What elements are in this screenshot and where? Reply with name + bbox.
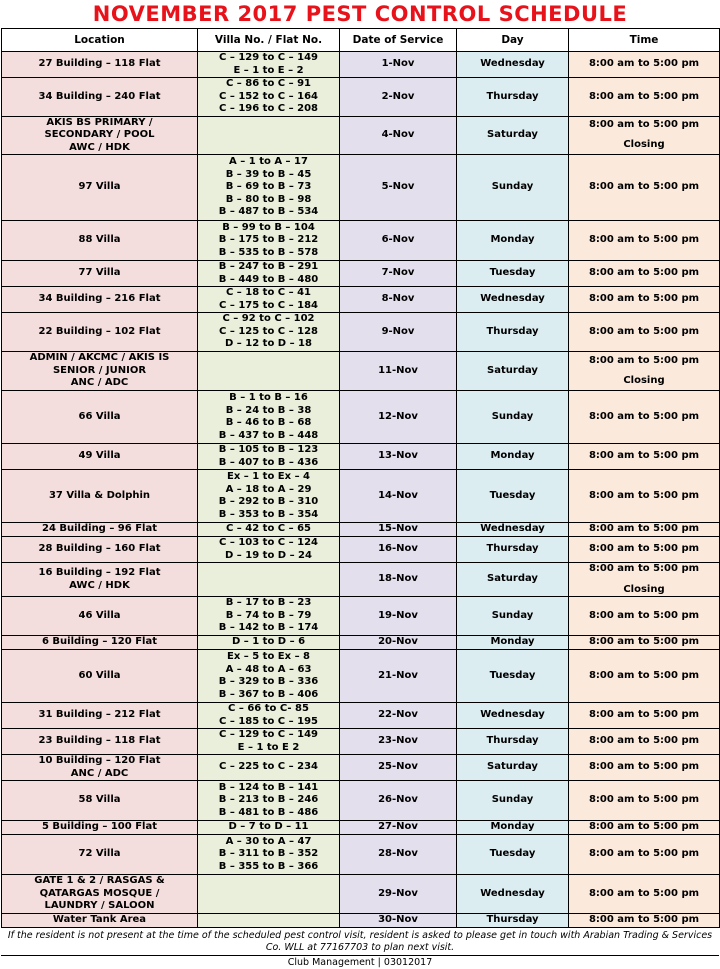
location-line: ANC / ADC xyxy=(70,767,129,779)
time-cell xyxy=(569,444,720,470)
day-cell: Thursday xyxy=(457,729,569,755)
location-line: ADMIN / AKCMC / AKIS IS xyxy=(29,352,170,364)
location-line: 34 Building – 216 Flat xyxy=(38,293,161,305)
location-line: 60 Villa xyxy=(78,669,121,681)
schedule-body xyxy=(2,52,720,928)
table-row xyxy=(2,470,720,523)
time-cell xyxy=(569,755,720,781)
schedule-table xyxy=(1,28,720,928)
time-range: 8:00 am to 5:00 pm xyxy=(588,669,700,681)
villa-cell xyxy=(198,78,340,117)
location-cell xyxy=(2,563,198,597)
day-cell: Monday xyxy=(457,444,569,470)
date-cell: 20-Nov xyxy=(340,636,457,650)
location-cell xyxy=(2,287,198,313)
time-cell xyxy=(569,875,720,914)
location-cell xyxy=(2,470,198,523)
time-range: 8:00 am to 5:00 pm xyxy=(588,563,700,574)
date-cell: 2-Nov xyxy=(340,78,457,117)
day-cell: Sunday xyxy=(457,391,569,444)
time-range: 8:00 am to 5:00 pm xyxy=(588,118,700,130)
date-cell: 19-Nov xyxy=(340,597,457,636)
day-cell: Thursday xyxy=(457,914,569,928)
villa-range: B – 142 to B – 174 xyxy=(218,622,319,634)
table-row xyxy=(2,597,720,636)
date-cell: 30-Nov xyxy=(340,914,457,928)
location-cell xyxy=(2,78,198,117)
day-cell: Wednesday xyxy=(457,523,569,537)
location-line: AKIS BS PRIMARY / xyxy=(46,116,153,128)
table-row xyxy=(2,781,720,821)
location-line: 49 Villa xyxy=(78,450,121,462)
day-cell: Monday xyxy=(457,221,569,261)
day-cell: Tuesday xyxy=(457,835,569,875)
time-range: 8:00 am to 5:00 pm xyxy=(588,489,700,501)
villa-range: B – 407 to B – 436 xyxy=(218,456,319,468)
villa-cell xyxy=(198,914,340,928)
villa-cell xyxy=(198,391,340,444)
villa-range: B – 99 to B – 104 xyxy=(222,221,315,233)
day-cell: Saturday xyxy=(457,755,569,781)
header-villa: Villa No. / Flat No. xyxy=(198,29,340,52)
villa-range: B – 74 to B – 79 xyxy=(225,609,312,621)
villa-range: Ex – 1 to Ex – 4 xyxy=(226,471,311,482)
villa-range: C – 225 to C – 234 xyxy=(219,761,318,773)
location-line: 24 Building – 96 Flat xyxy=(41,523,157,535)
day-cell: Tuesday xyxy=(457,650,569,703)
villa-range: B – 175 to B – 212 xyxy=(218,234,319,246)
villa-range: B – 17 to B – 23 xyxy=(225,597,312,609)
day-cell: Thursday xyxy=(457,313,569,352)
villa-range: B – 105 to B – 123 xyxy=(218,444,319,455)
table-row xyxy=(2,352,720,391)
time-range: 8:00 am to 5:00 pm xyxy=(588,709,700,721)
villa-range: A – 1 to A – 17 xyxy=(229,156,308,168)
location-line: 34 Building – 240 Flat xyxy=(38,90,161,102)
time-cell xyxy=(569,636,720,650)
date-cell: 22-Nov xyxy=(340,703,457,729)
table-row xyxy=(2,116,720,155)
location-line: 77 Villa xyxy=(78,267,121,279)
villa-cell xyxy=(198,261,340,287)
date-cell: 26-Nov xyxy=(340,781,457,821)
table-row xyxy=(2,78,720,117)
time-cell xyxy=(569,52,720,78)
villa-range: B – 292 to B – 310 xyxy=(218,496,319,507)
time-range: 8:00 am to 5:00 pm xyxy=(588,58,700,70)
header-location: Location xyxy=(2,29,198,52)
time-cell xyxy=(569,781,720,821)
time-cell xyxy=(569,155,720,221)
table-row xyxy=(2,914,720,928)
villa-range: B – 535 to B – 578 xyxy=(218,246,319,258)
villa-cell xyxy=(198,597,340,636)
time-cell xyxy=(569,470,720,523)
day-cell: Sunday xyxy=(457,781,569,821)
table-row xyxy=(2,729,720,755)
location-line: 46 Villa xyxy=(78,609,121,621)
date-cell: 23-Nov xyxy=(340,729,457,755)
time-range: 8:00 am to 5:00 pm xyxy=(588,293,700,305)
villa-cell xyxy=(198,287,340,313)
villa-range: B – 449 to B – 480 xyxy=(218,273,319,285)
villa-range: C – 66 to C- 85 xyxy=(228,703,309,714)
villa-range: B – 481 to B – 486 xyxy=(218,806,319,818)
time-range: 8:00 am to 5:00 pm xyxy=(588,325,700,337)
date-cell: 29-Nov xyxy=(340,875,457,914)
location-line: 22 Building – 102 Flat xyxy=(38,325,161,337)
time-range: 8:00 am to 5:00 pm xyxy=(588,354,700,366)
villa-range: B – 355 to B – 366 xyxy=(218,860,319,872)
page-title: NOVEMBER 2017 PEST CONTROL SCHEDULE xyxy=(92,2,628,26)
location-line: SENIOR / JUNIOR xyxy=(52,364,147,376)
time-range: 8:00 am to 5:00 pm xyxy=(588,609,700,621)
day-cell: Monday xyxy=(457,821,569,835)
villa-range: C – 18 to C – 41 xyxy=(225,287,312,298)
time-cell xyxy=(569,835,720,875)
closing-label: Closing xyxy=(623,139,665,151)
time-range: 8:00 am to 5:00 pm xyxy=(588,761,700,773)
villa-range: B – 367 to B – 406 xyxy=(218,688,319,700)
location-line: 58 Villa xyxy=(78,794,121,806)
day-cell: Thursday xyxy=(457,78,569,117)
time-range: 8:00 am to 5:00 pm xyxy=(588,267,700,279)
date-cell: 1-Nov xyxy=(340,52,457,78)
location-cell xyxy=(2,155,198,221)
villa-cell xyxy=(198,221,340,261)
time-cell xyxy=(569,391,720,444)
location-line: ANC / ADC xyxy=(70,377,129,389)
location-cell xyxy=(2,391,198,444)
time-cell xyxy=(569,352,720,391)
location-line: GATE 1 & 2 / RASGAS & xyxy=(34,875,165,887)
villa-cell xyxy=(198,636,340,650)
villa-cell xyxy=(198,155,340,221)
table-row xyxy=(2,261,720,287)
time-cell xyxy=(569,729,720,755)
villa-range: B – 69 to B – 73 xyxy=(225,181,312,193)
time-cell xyxy=(569,287,720,313)
location-line: 27 Building – 118 Flat xyxy=(38,58,161,70)
villa-cell xyxy=(198,729,340,755)
time-range: 8:00 am to 5:00 pm xyxy=(588,794,700,806)
villa-range: A – 18 to A – 29 xyxy=(225,483,312,495)
time-range: 8:00 am to 5:00 pm xyxy=(588,90,700,102)
day-cell: Saturday xyxy=(457,116,569,155)
location-cell xyxy=(2,352,198,391)
location-line: 6 Building – 120 Flat xyxy=(41,636,157,648)
date-cell: 21-Nov xyxy=(340,650,457,703)
date-cell: 4-Nov xyxy=(340,116,457,155)
time-cell xyxy=(569,261,720,287)
location-cell xyxy=(2,835,198,875)
day-cell: Tuesday xyxy=(457,261,569,287)
villa-range: B – 311 to B – 352 xyxy=(218,848,319,860)
day-cell: Wednesday xyxy=(457,287,569,313)
time-range: 8:00 am to 5:00 pm xyxy=(588,450,700,462)
time-range: 8:00 am to 5:00 pm xyxy=(588,821,700,833)
table-row xyxy=(2,52,720,78)
day-cell: Sunday xyxy=(457,155,569,221)
villa-range: E – 1 to E 2 xyxy=(237,741,300,753)
date-cell: 5-Nov xyxy=(340,155,457,221)
time-cell xyxy=(569,78,720,117)
table-row xyxy=(2,523,720,537)
location-line: 72 Villa xyxy=(78,848,121,860)
header-date: Date of Service xyxy=(340,29,457,52)
villa-range: D – 19 to D – 24 xyxy=(225,549,312,561)
closing-label: Closing xyxy=(623,375,665,386)
villa-cell xyxy=(198,650,340,703)
day-cell: Thursday xyxy=(457,537,569,563)
location-cell xyxy=(2,444,198,470)
villa-cell xyxy=(198,444,340,470)
villa-cell xyxy=(198,470,340,523)
villa-cell xyxy=(198,875,340,914)
day-cell: Saturday xyxy=(457,352,569,391)
villa-range: C – 86 to C – 91 xyxy=(225,78,312,89)
table-row xyxy=(2,703,720,729)
time-cell xyxy=(569,313,720,352)
villa-cell xyxy=(198,352,340,391)
location-line: QATARGAS MOSQUE / xyxy=(39,887,160,899)
villa-cell xyxy=(198,523,340,537)
header-time: Time xyxy=(569,29,720,52)
villa-range: C – 196 to C – 208 xyxy=(219,103,318,114)
time-range: 8:00 am to 5:00 pm xyxy=(588,636,700,648)
villa-range: B – 124 to B – 141 xyxy=(218,781,319,793)
date-cell: 27-Nov xyxy=(340,821,457,835)
location-line: AWC / HDK xyxy=(69,141,130,153)
villa-range: B – 487 to B – 534 xyxy=(218,206,319,218)
location-cell xyxy=(2,914,198,928)
table-row xyxy=(2,287,720,313)
villa-range: B – 353 to B – 354 xyxy=(218,508,319,520)
location-line: 31 Building – 212 Flat xyxy=(38,709,161,721)
location-cell xyxy=(2,597,198,636)
date-cell: 7-Nov xyxy=(340,261,457,287)
location-cell xyxy=(2,650,198,703)
date-cell: 18-Nov xyxy=(340,563,457,597)
location-cell xyxy=(2,729,198,755)
day-cell: Saturday xyxy=(457,563,569,597)
villa-range: A – 48 to A – 63 xyxy=(225,663,312,675)
villa-range: C – 129 to C – 149 xyxy=(219,52,318,63)
location-line: 23 Building – 118 Flat xyxy=(38,735,161,747)
time-cell xyxy=(569,537,720,563)
day-cell: Tuesday xyxy=(457,470,569,523)
villa-range: B – 1 to B – 16 xyxy=(229,392,308,403)
date-cell: 15-Nov xyxy=(340,523,457,537)
date-cell: 13-Nov xyxy=(340,444,457,470)
location-line: 37 Villa & Dolphin xyxy=(48,489,151,501)
location-cell xyxy=(2,636,198,650)
day-cell: Wednesday xyxy=(457,875,569,914)
table-row xyxy=(2,391,720,444)
time-cell xyxy=(569,703,720,729)
date-cell: 11-Nov xyxy=(340,352,457,391)
villa-range: C – 103 to C – 124 xyxy=(219,537,318,548)
villa-range: A – 30 to A – 47 xyxy=(225,835,312,847)
villa-range: B – 46 to B – 68 xyxy=(225,417,312,428)
header-row xyxy=(2,29,720,52)
table-row xyxy=(2,563,720,597)
location-cell xyxy=(2,52,198,78)
villa-range: B – 247 to B – 291 xyxy=(218,261,319,272)
date-cell: 16-Nov xyxy=(340,537,457,563)
villa-range: B – 80 to B – 98 xyxy=(225,193,312,205)
villa-range: C – 125 to C – 128 xyxy=(219,325,318,337)
location-line: LAUNDRY / SALOON xyxy=(44,900,155,912)
location-cell xyxy=(2,755,198,781)
time-cell xyxy=(569,821,720,835)
villa-range: C – 92 to C – 102 xyxy=(222,313,315,325)
table-row xyxy=(2,636,720,650)
time-range: 8:00 am to 5:00 pm xyxy=(588,543,700,555)
date-cell: 9-Nov xyxy=(340,313,457,352)
time-range: 8:00 am to 5:00 pm xyxy=(588,234,700,246)
villa-range: B – 213 to B – 246 xyxy=(218,794,319,806)
location-line: SECONDARY / POOL xyxy=(44,129,155,140)
location-cell xyxy=(2,261,198,287)
time-range: 8:00 am to 5:00 pm xyxy=(588,735,700,747)
time-cell xyxy=(569,650,720,703)
location-cell xyxy=(2,821,198,835)
table-row xyxy=(2,755,720,781)
location-line: 5 Building – 100 Flat xyxy=(41,821,157,833)
day-cell: Wednesday xyxy=(457,703,569,729)
date-cell: 8-Nov xyxy=(340,287,457,313)
location-cell xyxy=(2,537,198,563)
villa-range: Ex – 5 to Ex – 8 xyxy=(226,651,311,662)
location-line: AWC / HDK xyxy=(69,579,130,591)
villa-cell xyxy=(198,116,340,155)
villa-cell xyxy=(198,537,340,563)
date-cell: 6-Nov xyxy=(340,221,457,261)
time-range: 8:00 am to 5:00 pm xyxy=(588,914,700,925)
footer-note: If the resident is not present at the time of the scheduled pest control visit, resident is asked to please get in touch with Arabian Trading & Services Co. WLL at 77167703 to plan next visit. xyxy=(7,929,713,953)
time-range: 8:00 am to 5:00 pm xyxy=(588,523,700,535)
villa-range: D – 7 to D – 11 xyxy=(228,821,309,833)
location-cell xyxy=(2,116,198,155)
location-line: 28 Building – 160 Flat xyxy=(38,543,161,555)
table-row xyxy=(2,221,720,261)
date-cell: 28-Nov xyxy=(340,835,457,875)
table-row xyxy=(2,821,720,835)
villa-range: B – 39 to B – 45 xyxy=(225,168,312,180)
table-row xyxy=(2,155,720,221)
location-cell xyxy=(2,313,198,352)
time-cell xyxy=(569,914,720,928)
footer-signature: Club Management | 03012017 xyxy=(1,955,719,969)
location-line: 16 Building – 192 Flat xyxy=(38,567,161,578)
table-row xyxy=(2,313,720,352)
villa-range: C – 152 to C – 164 xyxy=(219,90,318,102)
header-day: Day xyxy=(457,29,569,52)
location-line: 88 Villa xyxy=(78,234,121,246)
time-range: 8:00 am to 5:00 pm xyxy=(588,887,700,899)
location-cell xyxy=(2,221,198,261)
villa-range: B – 24 to B – 38 xyxy=(225,404,312,416)
villa-range: D – 1 to D – 6 xyxy=(231,636,306,648)
time-cell xyxy=(569,597,720,636)
table-row xyxy=(2,537,720,563)
villa-cell xyxy=(198,313,340,352)
villa-range: D – 12 to D – 18 xyxy=(225,338,312,350)
time-cell xyxy=(569,563,720,597)
location-cell xyxy=(2,781,198,821)
villa-cell xyxy=(198,835,340,875)
date-cell: 14-Nov xyxy=(340,470,457,523)
location-line: 10 Building – 120 Flat xyxy=(38,755,161,766)
time-range: 8:00 am to 5:00 pm xyxy=(588,410,700,422)
time-cell xyxy=(569,116,720,155)
closing-label: Closing xyxy=(623,583,665,595)
location-cell xyxy=(2,875,198,914)
date-cell: 25-Nov xyxy=(340,755,457,781)
time-cell xyxy=(569,221,720,261)
villa-cell xyxy=(198,755,340,781)
day-cell: Wednesday xyxy=(457,52,569,78)
villa-range: C – 42 to C – 65 xyxy=(225,523,312,535)
villa-cell xyxy=(198,52,340,78)
location-cell xyxy=(2,523,198,537)
villa-range: B – 329 to B – 336 xyxy=(218,676,319,687)
villa-cell xyxy=(198,563,340,597)
table-row xyxy=(2,875,720,914)
table-row xyxy=(2,650,720,703)
location-line: 66 Villa xyxy=(78,410,121,422)
table-row xyxy=(2,835,720,875)
villa-range: C – 185 to C – 195 xyxy=(219,715,318,727)
villa-cell xyxy=(198,703,340,729)
time-range: 8:00 am to 5:00 pm xyxy=(588,848,700,860)
villa-range: B – 437 to B – 448 xyxy=(218,429,319,441)
villa-range: C – 129 to C – 149 xyxy=(219,729,318,740)
location-line: Water Tank Area xyxy=(52,914,147,925)
villa-range: E – 1 to E – 2 xyxy=(233,64,304,76)
day-cell: Monday xyxy=(457,636,569,650)
villa-cell xyxy=(198,781,340,821)
villa-cell xyxy=(198,821,340,835)
location-cell xyxy=(2,703,198,729)
location-line: 97 Villa xyxy=(78,181,121,193)
time-range: 8:00 am to 5:00 pm xyxy=(588,181,700,193)
time-cell xyxy=(569,523,720,537)
date-cell: 12-Nov xyxy=(340,391,457,444)
table-row xyxy=(2,444,720,470)
day-cell: Sunday xyxy=(457,597,569,636)
villa-range: C – 175 to C – 184 xyxy=(219,299,318,311)
